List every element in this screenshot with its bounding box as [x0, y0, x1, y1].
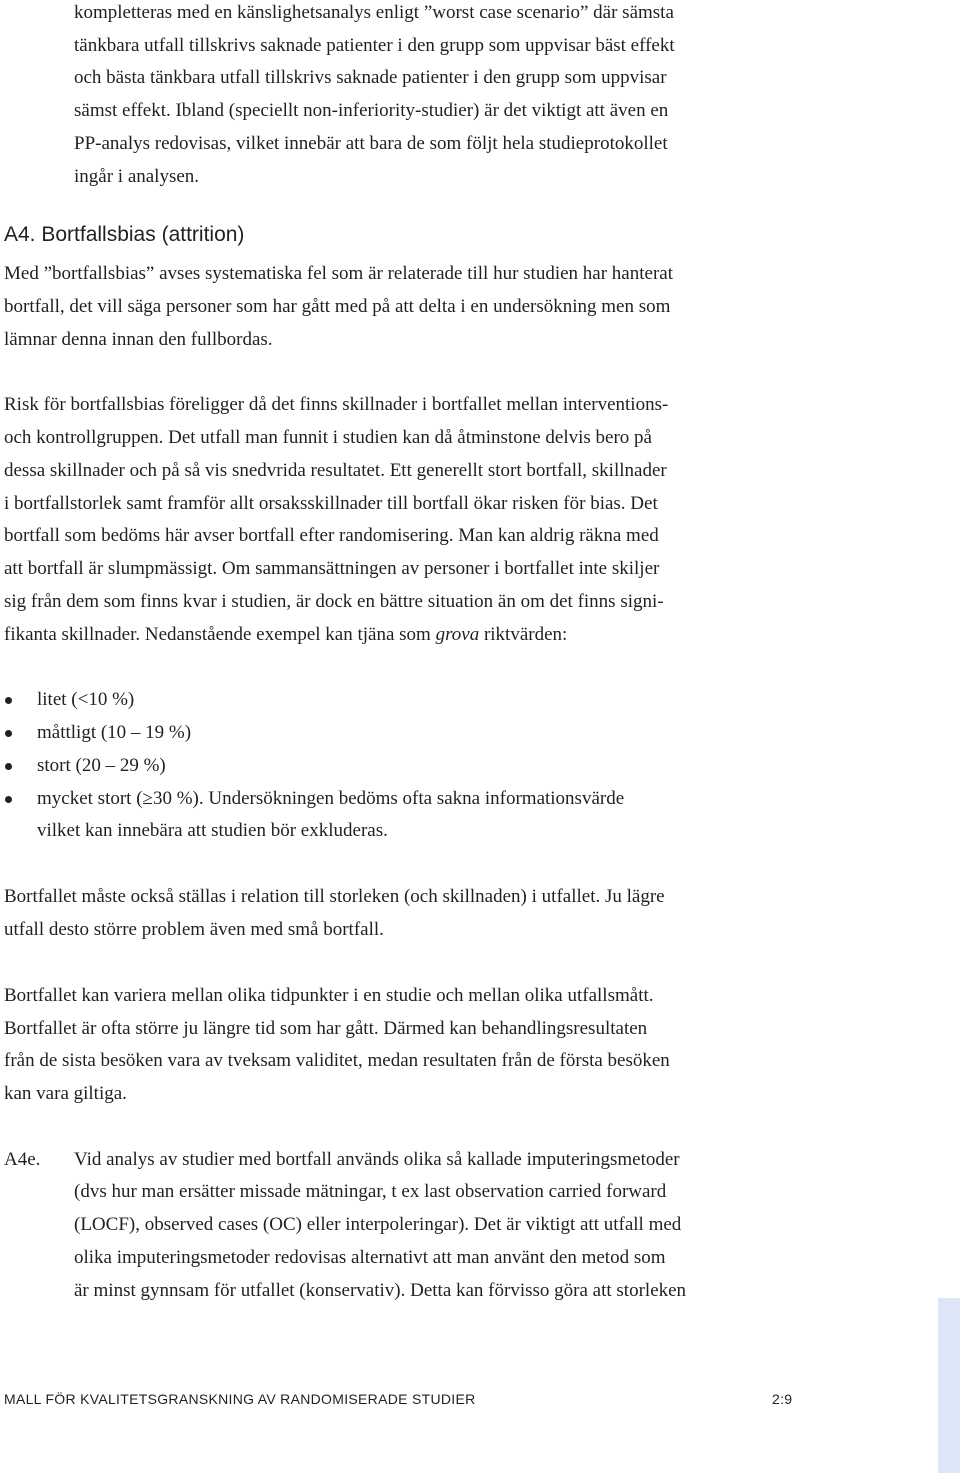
paragraph-line	[4, 624, 567, 646]
paragraph-line: lämnar denna innan den fullbordas.	[4, 329, 273, 350]
paragraph-line: i bortfallstorlek samt framför allt orsaksskillnader till bortfall ökar risken för bias. Det	[4, 493, 658, 514]
paragraph-line: sig från dem som finns kvar i studien, är dock en bättre situation än om det finns signi-	[4, 591, 664, 612]
footer-title: MALL FÖR KVALITETSGRANSKNING AV RANDOMISERADE STUDIER	[4, 1391, 476, 1407]
a4e-label: A4e.	[4, 1149, 41, 1170]
bullet-icon	[5, 796, 12, 803]
paragraph-line: Risk för bortfallsbias föreligger då det finns skillnader i bortfallet mellan interventions-	[4, 394, 669, 415]
page-number: 2:9	[772, 1391, 793, 1407]
paragraph-line: Bortfallet kan variera mellan olika tidpunkter i en studie och mellan olika utfallsmått.	[4, 985, 654, 1006]
section-heading: A4. Bortfallsbias (attrition)	[4, 223, 245, 246]
list-item: stort (20 – 29 %)	[37, 755, 166, 776]
paragraph-line: utfall desto större problem även med små bortfall.	[4, 919, 384, 940]
intro-line: sämst effekt. Ibland (speciellt non-inferiority-studier) är det viktigt att även en	[74, 100, 669, 121]
paragraph-line: och kontrollgruppen. Det utfall man funnit i studien kan då åtminstone delvis bero på	[4, 427, 652, 448]
intro-line: tänkbara utfall tillskrivs saknade patienter i den grupp som uppvisar bäst effekt	[74, 35, 675, 56]
paragraph-line: olika imputeringsmetoder redovisas alternativt att man använt den metod som	[74, 1247, 666, 1268]
list-item: mycket stort (≥30 %). Undersökningen bedöms ofta sakna informationsvärde	[37, 788, 625, 809]
paragraph-line: från de sista besöken vara av tveksam validitet, medan resultaten från de första besöken	[4, 1050, 670, 1071]
paragraph-line: bortfall, det vill säga personer som har gått med på att delta i en undersökning men som	[4, 296, 671, 317]
paragraph-line: Vid analys av studier med bortfall används olika så kallade imputeringsmetoder	[74, 1149, 680, 1170]
bullet-icon	[5, 763, 12, 770]
intro-line: PP-analys redovisas, vilket innebär att bara de som följt hela studieprotokollet	[74, 133, 668, 154]
list-item: litet (<10 %)	[37, 689, 135, 710]
intro-line: ingår i analysen.	[74, 166, 200, 187]
paragraph-line: dessa skillnader och på så vis snedvrida resultatet. Ett generellt stort bortfall, skillnader	[4, 460, 667, 481]
paragraph-line: Bortfallet är ofta större ju längre tid som har gått. Därmed kan behandlingsresultaten	[4, 1018, 648, 1039]
paragraph-line: Bortfallet måste också ställas i relation till storleken (och skillnaden) i utfallet. Ju lägre	[4, 886, 665, 907]
paragraph-line: (LOCF), observed cases (OC) eller interpoleringar). Det är viktigt att utfall med	[74, 1214, 682, 1235]
side-tab-bar	[938, 1298, 960, 1473]
text-segment: fikanta skillnader. Nedanstående exempel kan tjäna som	[4, 624, 436, 645]
text-segment: riktvärden:	[479, 624, 568, 645]
paragraph-line: Med ”bortfallsbias” avses systematiska fel som är relaterade till hur studien har hanterat	[4, 263, 673, 284]
paragraph-line: att bortfall är slumpmässigt. Om sammansättningen av personer i bortfallet inte skiljer	[4, 558, 660, 579]
intro-line: och bästa tänkbara utfall tillskrivs saknade patienter i den grupp som uppvisar	[74, 67, 667, 88]
paragraph-line: kan vara giltiga.	[4, 1083, 127, 1104]
paragraph-line: är minst gynnsam för utfallet (konservativ). Detta kan förvisso göra att storleken	[74, 1280, 687, 1301]
intro-line: kompletteras med en känslighetsanalys enligt ”worst case scenario” där sämsta	[74, 2, 674, 23]
bullet-icon	[5, 730, 12, 737]
paragraph-line: (dvs hur man ersätter missade mätningar, t ex last observation carried forward	[74, 1181, 667, 1202]
bullet-icon	[5, 697, 12, 704]
list-item-continuation: vilket kan innebära att studien bör exkluderas.	[37, 820, 388, 841]
emphasis-text: grova	[435, 624, 480, 645]
paragraph-line: bortfall som bedöms här avser bortfall efter randomisering. Man kan aldrig räkna med	[4, 525, 659, 546]
list-item: måttligt (10 – 19 %)	[37, 722, 192, 743]
